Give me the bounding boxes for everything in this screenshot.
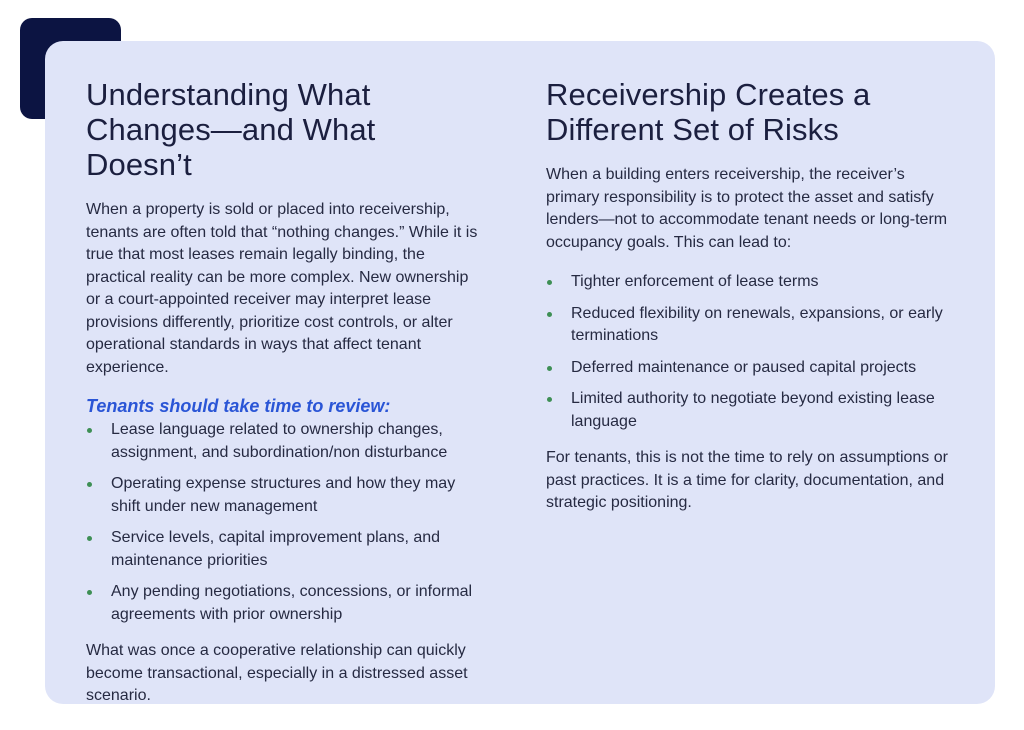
review-list: [86, 419, 486, 626]
left-heading: [86, 77, 486, 182]
list-item: [86, 527, 486, 572]
left-heading-line1: Understanding What: [86, 77, 371, 112]
list-item: [86, 581, 486, 626]
list-item-text: Deferred maintenance or paused capital projects: [571, 358, 917, 376]
list-item: [86, 419, 486, 464]
bullet-dot-icon: [87, 428, 92, 433]
left-heading-line2: Changes—and What Doesn’t: [86, 112, 376, 182]
list-item-text: Reduced flexibility on renewals, expansions, or early terminations: [571, 304, 943, 344]
list-item-text: Operating expense structures and how they may shift under new management: [111, 475, 456, 515]
list-item: [546, 303, 961, 348]
bullet-dot-icon: [547, 312, 552, 317]
bullet-dot-icon: [547, 366, 552, 371]
bullet-dot-icon: [87, 590, 92, 595]
bullet-dot-icon: [87, 482, 92, 487]
review-subheading: Tenants should take time to review:: [86, 396, 391, 416]
bullet-dot-icon: [547, 397, 552, 402]
right-heading-line1: Receivership Creates a: [546, 77, 871, 112]
list-item-text: Tighter enforcement of lease terms: [571, 273, 819, 290]
right-column: [546, 77, 961, 515]
left-column: [86, 77, 486, 708]
risks-list: [546, 271, 961, 433]
list-item-text: Limited authority to negotiate beyond existing lease language: [571, 390, 935, 430]
content-card: [45, 41, 995, 704]
list-item: [86, 473, 486, 518]
right-heading-line2: Different Set of Risks: [546, 112, 839, 147]
list-item-text: Service levels, capital improvement plans, and maintenance priorities: [111, 529, 441, 569]
right-closing-paragraph: For tenants, this is not the time to rely on assumptions or past practices. It is a time for clarity, documentation, and strategic positioning.: [546, 449, 948, 511]
list-item: [546, 388, 961, 433]
bullet-dot-icon: [87, 536, 92, 541]
list-item-text: Lease language related to ownership changes, assignment, and subordination/non disturbance: [111, 421, 448, 461]
list-item-text: Any pending negotiations, concessions, or informal agreements with prior ownership: [111, 583, 473, 623]
list-item: [546, 271, 961, 294]
left-intro-paragraph: When a property is sold or placed into receivership, tenants are often told that “nothing changes.” While it is true that most leases remain legally binding, the practical reality can be more complex. New ownership or a court-appointed receiver may interpret lease provisions differently, prioritize cost controls, or alter operational standards in ways that affect tenant experience.: [86, 201, 478, 376]
right-heading: [546, 77, 961, 147]
bullet-dot-icon: [547, 280, 552, 285]
list-item: [546, 357, 961, 380]
left-closing-paragraph: What was once a cooperative relationship can quickly become transactional, especially in a distressed asset scenario.: [86, 642, 468, 704]
right-intro-paragraph: When a building enters receivership, the receiver’s primary responsibility is to protect the asset and satisfy lenders—not to accommodate tenant needs or long-term occupancy goals. This can lead to:: [546, 166, 948, 251]
